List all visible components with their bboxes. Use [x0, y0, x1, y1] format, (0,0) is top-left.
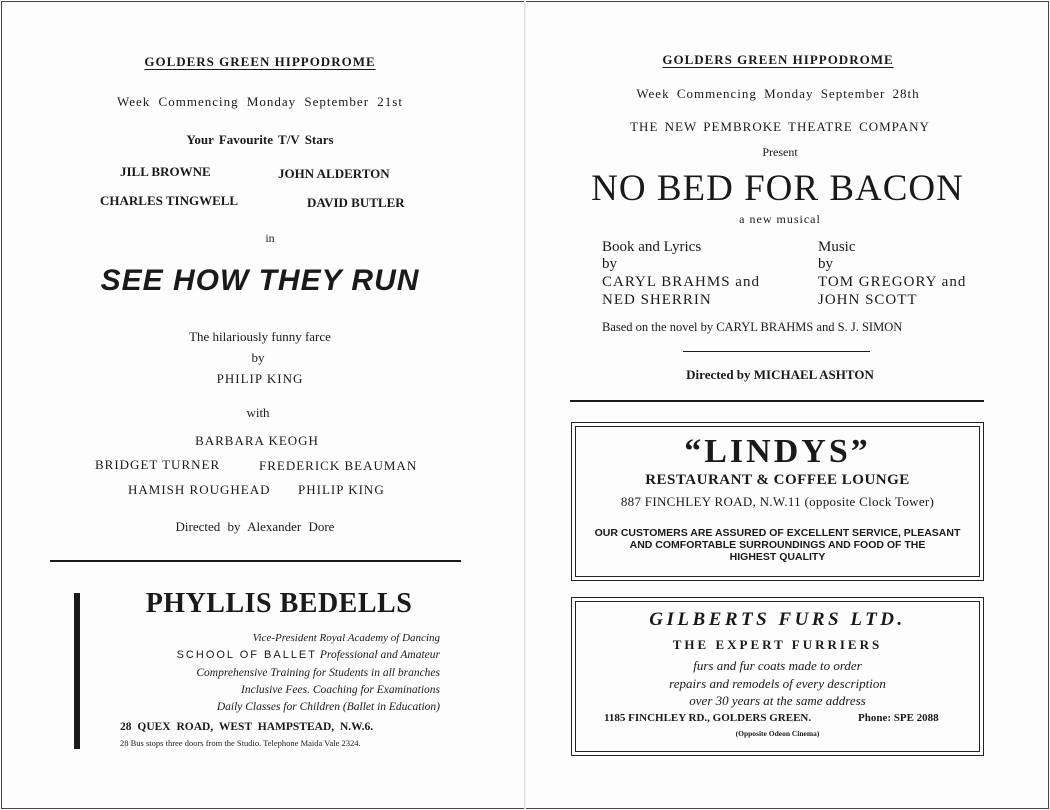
- gilberts-address: 1185 FINCHLEY RD., GOLDERS GREEN.: [604, 712, 812, 724]
- play-author: PHILIP KING: [216, 371, 304, 386]
- music-name: JOHN SCOTT: [818, 291, 918, 308]
- lindys-slogan-line: OUR CUSTOMERS ARE ASSURED OF EXCELLENT SERVICE, PLEASANT: [594, 527, 961, 539]
- left-director: Directed by Alexander Dore: [175, 519, 335, 534]
- music-credits: [818, 239, 966, 309]
- cast-member: BRIDGET TURNER: [95, 457, 221, 472]
- book-credits: [602, 239, 760, 309]
- present-word: Present: [762, 145, 798, 159]
- musical-subtitle: a new musical: [739, 212, 821, 226]
- gilberts-phone: Phone: SPE 2088: [858, 712, 939, 724]
- right-venue-heading: GOLDERS GREEN HIPPODROME: [662, 52, 894, 67]
- play-title-no-bed-for-bacon: NO BED FOR BACON: [591, 168, 964, 209]
- centre-fold: [524, 0, 526, 810]
- bedells-address: 28 QUEX ROAD, WEST HAMPSTEAD, N.W.6.: [120, 721, 374, 733]
- with-word: with: [246, 405, 270, 420]
- music-heading: Music: [818, 239, 856, 255]
- right-divider: [570, 400, 984, 402]
- bedells-line: Inclusive Fees. Coaching for Examinations: [241, 684, 440, 696]
- star-name: JOHN ALDERTON: [278, 166, 390, 181]
- book-by: by: [602, 256, 617, 272]
- based-on-line: Based on the novel by CARYL BRAHMS and S. J. SIMON: [602, 320, 903, 334]
- in-word: in: [265, 231, 275, 245]
- cast-member: FREDERICK BEAUMAN: [259, 458, 418, 473]
- gilberts-services: [571, 657, 984, 710]
- by-word: by: [251, 350, 265, 365]
- star-name: DAVID BUTLER: [307, 195, 405, 210]
- bedells-line: Daily Classes for Children (Ballet in Education): [216, 701, 440, 713]
- lindys-subtitle: RESTAURANT & COFFEE LOUNGE: [645, 472, 910, 488]
- music-by: by: [818, 256, 833, 272]
- gilberts-name: GILBERTS FURS LTD.: [649, 609, 906, 630]
- ad-accent-bar: [74, 593, 80, 749]
- short-rule: [683, 351, 870, 352]
- left-divider: [50, 560, 461, 562]
- lindys-slogan-line: HIGHEST QUALITY: [729, 551, 826, 563]
- bedells-footer: 28 Bus stops three doors from the Studio. Telephone Maida Vale 2324.: [120, 738, 361, 748]
- gilberts-service-line: furs and fur coats made to order: [693, 658, 862, 673]
- play-description: The hilariously funny farce: [189, 329, 331, 344]
- cast-member: PHILIP KING: [298, 482, 385, 497]
- bedells-school-label: SCHOOL OF BALLET: [176, 649, 317, 661]
- star-name: CHARLES TINGWELL: [100, 193, 239, 208]
- bedells-school-desc: Professional and Amateur: [319, 649, 440, 661]
- book-heading: Book and Lyrics: [602, 239, 702, 255]
- stars-tagline: Your Favourite T/V Stars: [186, 132, 334, 147]
- left-venue-heading: GOLDERS GREEN HIPPODROME: [144, 54, 376, 69]
- gilberts-note: (Opposite Odeon Cinema): [735, 729, 820, 738]
- bedells-name: PHYLLIS BEDELLS: [145, 588, 413, 619]
- lindys-address: 887 FINCHLEY ROAD, N.W.11 (opposite Clock Tower): [620, 494, 935, 509]
- cast-member: BARBARA KEOGH: [195, 433, 319, 448]
- theatre-company: THE NEW PEMBROKE THEATRE COMPANY: [630, 119, 930, 134]
- bedells-school-line: [177, 649, 440, 661]
- gilberts-service-line: repairs and remodels of every description: [669, 675, 886, 691]
- music-name: TOM GREGORY and: [818, 273, 967, 290]
- right-director: Directed by MICHAEL ASHTON: [686, 367, 874, 382]
- gilberts-service-line: over 30 years at the same address: [689, 693, 866, 708]
- cast-member: HAMISH ROUGHEAD: [128, 482, 271, 497]
- gilberts-subtitle: THE EXPERT FURRIERS: [672, 637, 883, 652]
- bedells-line: Vice-President Royal Academy of Dancing: [252, 632, 440, 644]
- lindys-name: “LINDYS”: [684, 433, 871, 470]
- star-name: JILL BROWNE: [120, 164, 211, 179]
- book-name: CARYL BRAHMS and: [602, 273, 760, 290]
- left-week-line: Week Commencing Monday September 21st: [117, 94, 403, 109]
- play-title-see-how-they-run: SEE HOW THEY RUN: [100, 264, 420, 297]
- bedells-line: Comprehensive Training for Students in all branches: [196, 667, 440, 679]
- book-name: NED SHERRIN: [602, 291, 712, 308]
- lindys-slogan: [571, 527, 984, 563]
- right-week-line: Week Commencing Monday September 28th: [636, 86, 920, 101]
- lindys-slogan-line: AND COMFORTABLE SURROUNDINGS AND FOOD OF THE: [629, 539, 926, 551]
